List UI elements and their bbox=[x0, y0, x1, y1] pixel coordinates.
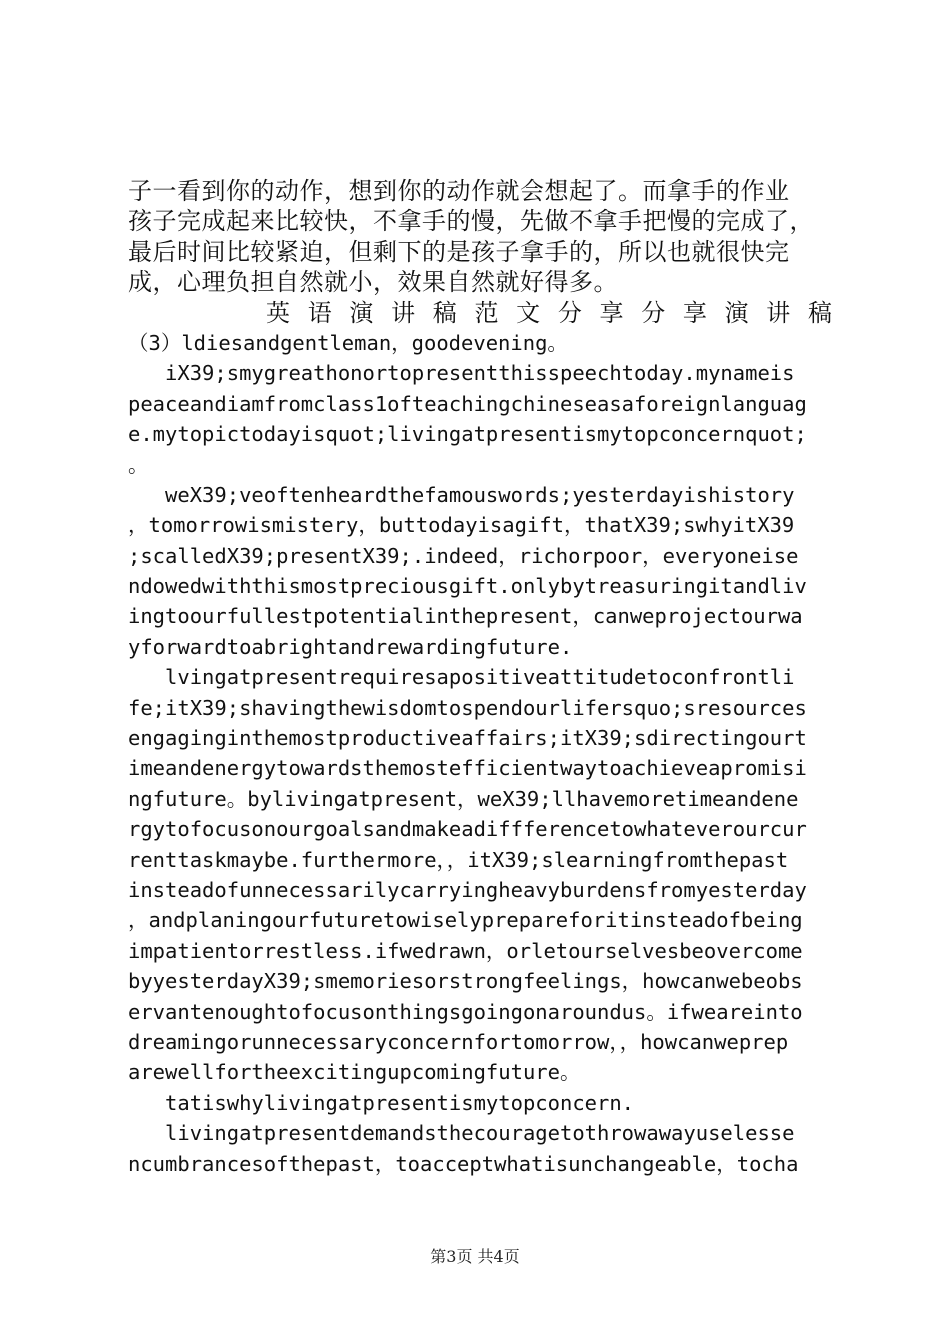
heading-char: 享 bbox=[599, 298, 624, 327]
speech-line: ervantenoughtofocusonthingsgoingonaroundus。ifweareinto bbox=[128, 999, 803, 1024]
heading-char: 语 bbox=[307, 298, 332, 327]
speech-line: livingatpresentdemandsthecouragetothrowawayuselesse bbox=[128, 1121, 795, 1146]
speech-line: engaginginthemostproductiveaffairs;itX39;sdirectingourt bbox=[128, 726, 807, 751]
speech-line: e.mytopictodayisquot;livingatpresentismytopconcernquot; bbox=[128, 422, 807, 447]
speech-line: impatientorrestless.ifwedrawn，orletourselvesbeovercome bbox=[128, 938, 803, 963]
paragraph-line: 子一看到你的动作，想到你的动作就会想起了。而拿手的作业 bbox=[128, 177, 790, 205]
speech-line: ingtoourfullestpotentialinthepresent，canweprojectourwa bbox=[128, 604, 803, 629]
speech-line: fe;itX39;shavingthewisdomtospendourlifersquo;sresources bbox=[128, 695, 807, 720]
heading-char: 演 bbox=[349, 298, 374, 327]
speech-line: renttaskmaybe.furthermore，，itX39;slearningfromthepast bbox=[128, 847, 789, 872]
paragraph-line: 最后时间比较紧迫，但剩下的是孩子拿手的，所以也就很快完 bbox=[128, 237, 790, 266]
heading-char: 英 bbox=[266, 298, 290, 327]
speech-line: insteadofunnecessarilycarryingheavyburdensfromyesterday bbox=[128, 877, 807, 902]
heading-char: 稿 bbox=[432, 298, 457, 327]
heading-char: 分 bbox=[641, 298, 666, 327]
heading-char: 稿 bbox=[807, 298, 832, 327]
speech-line: peaceandiamfromclass1ofteachingchineseasaforeignlanguag bbox=[128, 391, 807, 416]
heading-char: 享 bbox=[682, 298, 707, 327]
paragraph-line: 成，心理负担自然就小，效果自然就好得多。 bbox=[128, 268, 618, 297]
speech-line: dreamingorunnecessaryconcernfortomorrow，，howcanweprep bbox=[128, 1029, 789, 1054]
speech-line: lvingatpresentrequiresapositiveattitudetoconfrontli bbox=[128, 665, 795, 690]
speech-line: ;scalledX39;presentX39;.indeed，richorpoor，everyoneise bbox=[128, 543, 799, 568]
speech-line: weX39;veoftenheardthefamouswords;yesterdayishistory bbox=[128, 482, 795, 507]
speech-line: ，tomorrowismistery，buttodayisagift，thatX39;swhyitX39 bbox=[128, 513, 795, 538]
speech-line: ndowedwiththismostpreciousgift.onlybytreasuringitandliv bbox=[128, 574, 807, 599]
speech-line: ，andplaningourfuturetowiselyprepareforitinsteadofbeing bbox=[128, 908, 803, 933]
heading-char: 文 bbox=[516, 298, 541, 327]
heading-char: 讲 bbox=[391, 298, 416, 327]
speech-line: byyesterdayX39;smemoriesorstrongfeelings，howcanwebeobs bbox=[128, 969, 803, 994]
heading-char: 讲 bbox=[766, 298, 791, 327]
speech-line: （3）ldiesandgentleman，goodevening。 bbox=[128, 330, 568, 355]
speech-line: imeandenergytowardsthemostefficientwaytoachieveapromisi bbox=[128, 756, 807, 781]
speech-line: yforwardtoabrightandrewardingfuture. bbox=[128, 634, 573, 659]
speech-line: iX39;smygreathonortopresentthisspeechtoday.mynameis bbox=[128, 361, 795, 386]
speech-line: ngfuture。bylivingatpresent，weX39;llhavemoretimeandene bbox=[128, 786, 799, 811]
heading-char: 演 bbox=[724, 298, 749, 327]
speech-line: arewellfortheexcitingupcomingfuture。 bbox=[128, 1060, 581, 1085]
speech-line: 。 bbox=[128, 452, 149, 477]
section-heading bbox=[128, 298, 832, 328]
document-body bbox=[128, 176, 832, 1179]
paragraph-line: 孩子完成起来比较快，不拿手的慢，先做不拿手把慢的完成了， bbox=[128, 207, 814, 236]
page-footer: 第3页 共4页 bbox=[430, 1247, 520, 1266]
speech-line: tatiswhylivingatpresentismytopconcern. bbox=[128, 1090, 635, 1115]
heading-char: 范 bbox=[474, 298, 499, 327]
speech-line: ncumbrancesofthepast，toacceptwhatisunchangeable，tocha bbox=[128, 1151, 799, 1176]
heading-char: 分 bbox=[557, 298, 582, 327]
speech-line: rgytofocusonourgoalsandmakeadiffferencetowhateverourcur bbox=[128, 817, 807, 842]
